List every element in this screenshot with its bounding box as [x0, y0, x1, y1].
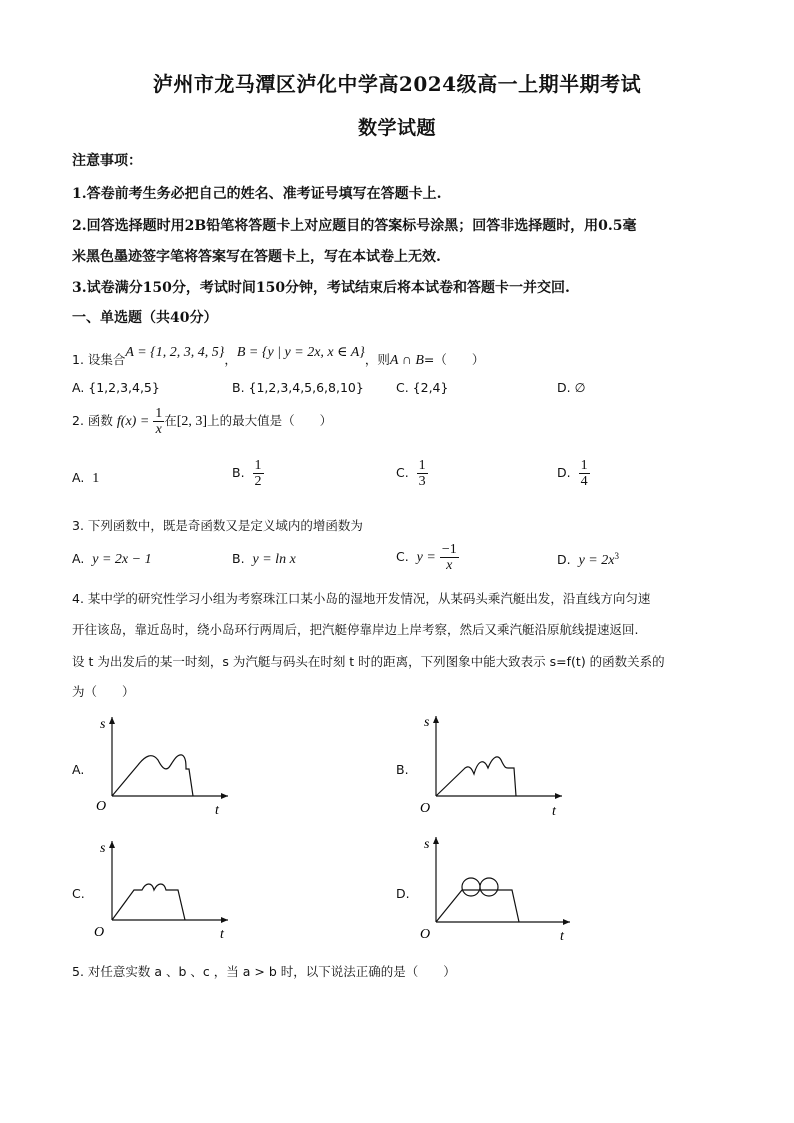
graph-b	[412, 712, 572, 822]
graph-b-label: B.	[396, 762, 409, 777]
graph-d-loop-2	[480, 878, 498, 896]
graph-c-t-label: t	[220, 927, 224, 942]
graph-c-origin: O	[94, 925, 105, 940]
q1-option-d: D. ∅	[557, 380, 586, 395]
question-4-line-3: 设 t 为出发后的某一时刻，s 为汽艇与码头在时刻 t 时的距离，下列图象中能大致表示 s=f(t) 的函数关系的	[72, 654, 665, 669]
q2-opt-b-frac	[253, 458, 264, 489]
q2-opt-d-den: 4	[580, 474, 588, 489]
graph-b-s-arrow	[433, 716, 439, 723]
q1-option-a: A. {1,2,3,4,5}	[72, 380, 160, 395]
graph-a-s-label: s	[100, 717, 106, 732]
q2-option-c	[396, 458, 428, 489]
graph-a-t-label: t	[215, 803, 219, 818]
graph-c-t-arrow	[221, 917, 228, 923]
q3-option-b	[232, 551, 296, 568]
q1-tail: =（ ）	[423, 352, 485, 367]
graph-a-curve	[112, 755, 193, 796]
q2-opt-d-num: 1	[580, 458, 588, 473]
graph-b-origin: O	[420, 801, 431, 816]
question-2-stem	[72, 406, 332, 437]
q2-opt-c-den: 3	[418, 474, 426, 489]
graph-b-curve	[436, 757, 516, 796]
q2-opt-c-frac	[417, 458, 428, 489]
graph-a-t-arrow	[221, 793, 228, 799]
q2-opt-a-label: A.	[72, 470, 85, 485]
q3-opt-b-expr: y = ln x	[252, 552, 296, 567]
notice-item-1: 1.答卷前考生务必把自己的姓名、准考证号填写在答题卡上.	[72, 186, 442, 202]
notice-item-2b: 米黑色墨迹签字笔将答案写在答题卡上，写在本试卷上无效.	[72, 249, 441, 265]
graph-d-label: D.	[396, 886, 410, 901]
q2-prefix: 2. 函数	[72, 413, 113, 428]
graph-d	[412, 832, 582, 947]
q1-prefix: 1. 设集合	[72, 352, 126, 367]
graph-b-t-label: t	[552, 804, 556, 819]
question-3-stem: 3. 下列函数中，既是奇函数又是定义域内的增函数为	[72, 518, 363, 533]
q3-option-a	[72, 551, 152, 568]
q1-expr: A ∩ B	[389, 353, 424, 368]
q2-opt-c-num: 1	[418, 458, 426, 473]
notice-item-3: 3.试卷满分150分，考试时间150分钟，考试结束后将本试卷和答题卡一并交回.	[72, 280, 570, 296]
q2-opt-c-label: C.	[396, 465, 409, 480]
q2-option-b	[232, 458, 264, 489]
graph-d-origin: O	[420, 927, 431, 942]
graph-c-label: C.	[72, 886, 85, 901]
q3-opt-a-expr: y = 2x − 1	[92, 552, 152, 567]
page-subtitle: 数学试题	[357, 117, 436, 139]
q2-opt-d-label: D.	[557, 465, 571, 480]
q2-fraction	[153, 406, 164, 437]
graph-b-t-arrow	[555, 793, 562, 799]
question-1-stem	[72, 345, 485, 369]
graph-d-t-arrow	[563, 919, 570, 925]
graph-a	[90, 712, 240, 822]
q3-opt-b-label: B.	[232, 551, 245, 566]
q3-opt-c-label: C.	[396, 549, 409, 564]
question-4-line-1: 4. 某中学的研究性学习小组为考察珠江口某小岛的湿地开发情况，从某码头乘汽艇出发，沿直线方向匀速	[72, 591, 651, 606]
q3-option-d	[557, 551, 619, 569]
q2-frac-den: x	[155, 422, 162, 437]
graph-d-loop-1	[462, 878, 480, 896]
graph-c-curve	[112, 884, 185, 920]
graph-d-s-arrow	[433, 837, 439, 844]
graph-d-curve	[436, 890, 519, 922]
question-5-stem: 5. 对任意实数 a 、b 、c ，当 a > b 时，以下说法正确的是（ ）	[72, 964, 456, 979]
graph-c	[90, 836, 240, 946]
q2-frac-num: 1	[155, 406, 163, 421]
section-heading-1: 一、单选题（共40分）	[72, 310, 218, 326]
graph-c-s-arrow	[109, 841, 115, 848]
q1-set-b: B = {y | y = 2x, x ∈ A}	[236, 345, 365, 360]
notice-item-2a: 2.回答选择题时用2B铅笔将答题卡上对应题目的答案标号涂黑；回答非选择题时，用0.5毫	[72, 218, 637, 234]
q2-opt-b-label: B.	[232, 465, 245, 480]
q3-opt-c-num: −1	[441, 542, 457, 557]
q3-opt-c-den: x	[446, 558, 453, 573]
graph-a-s-arrow	[109, 717, 115, 724]
page-title: 泸州市龙马潭区泸化中学高2024级高一上期半期考试	[152, 72, 642, 96]
q2-option-d	[557, 458, 590, 489]
graph-b-s-label: s	[424, 715, 430, 730]
q2-option-a	[72, 470, 99, 487]
q2-interval: [2, 3]	[176, 414, 208, 429]
q3-opt-d-exp: 3	[614, 551, 619, 561]
q1-option-c: C. {2,4}	[396, 380, 449, 395]
question-4-line-2: 开往该岛，靠近岛时，绕小岛环行两周后，把汽艇停靠岸边上岸考察，然后又乘汽艇沿原航线提速返回.	[72, 622, 639, 637]
graph-d-s-label: s	[424, 837, 430, 852]
question-4-line-4: 为（ ）	[72, 684, 135, 699]
q1-suffix: ，则	[364, 352, 390, 367]
q3-opt-c-frac	[440, 542, 459, 573]
notice-heading: 注意事项：	[72, 153, 142, 169]
q1-set-a: A = {1, 2, 3, 4, 5}	[125, 345, 225, 360]
graph-a-origin: O	[96, 799, 107, 814]
q2-opt-b-den: 2	[254, 474, 262, 489]
q2-func: f(x) =	[116, 414, 150, 429]
q1-comma: ，	[224, 352, 237, 367]
q1-option-b: B. {1,2,3,4,5,6,8,10}	[232, 380, 364, 395]
graph-c-s-label: s	[100, 841, 106, 856]
q3-opt-d-label: D.	[557, 552, 571, 568]
q3-opt-a-label: A.	[72, 551, 85, 566]
q3-option-c	[396, 542, 459, 573]
q2-opt-d-frac	[579, 458, 590, 489]
q2-tail: 上的最大值是（ ）	[207, 413, 333, 428]
q2-mid: 在	[164, 413, 177, 428]
q3-opt-d-expr: y = 2x	[578, 553, 615, 569]
q3-opt-c-lhs: y =	[416, 550, 436, 565]
graph-a-label: A.	[72, 762, 85, 777]
q2-opt-a-val: 1	[92, 471, 100, 486]
graph-d-t-label: t	[560, 929, 564, 944]
q2-opt-b-num: 1	[254, 458, 262, 473]
